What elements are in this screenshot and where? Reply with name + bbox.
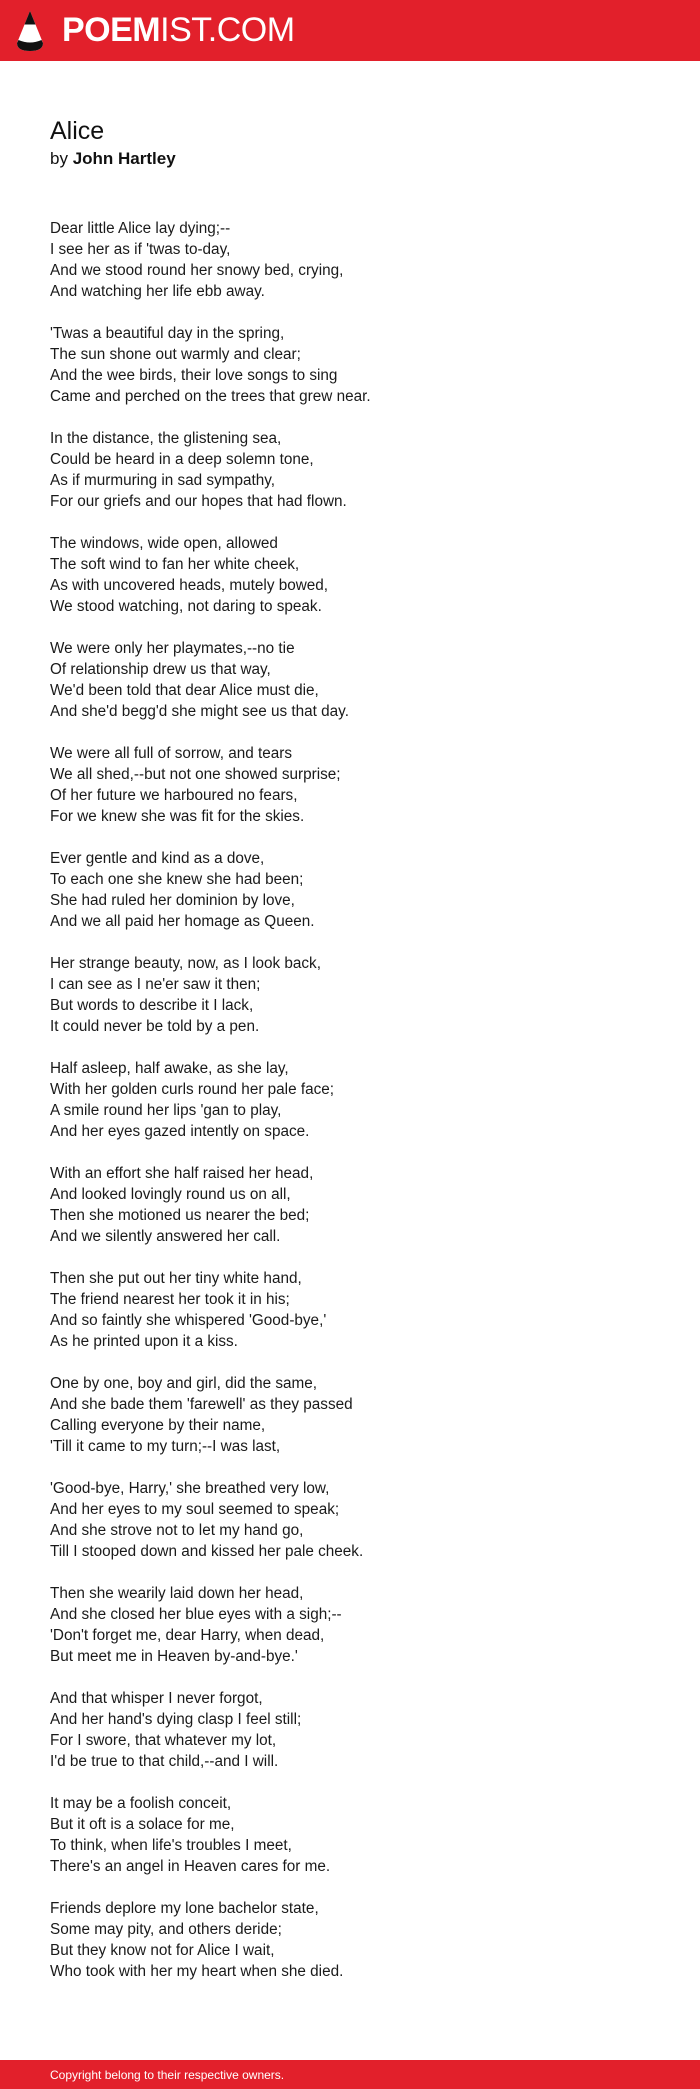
poem-line: The friend nearest her took it in his; [50,1291,290,1308]
poem-line: Came and perched on the trees that grew near. [50,388,371,405]
poem-line: The soft wind to fan her white cheek, [50,556,300,573]
poem-stanza [50,1478,650,1562]
poem-line: Ever gentle and kind as a dove, [50,850,265,867]
poem-line: 'Don't forget me, dear Harry, when dead, [50,1627,325,1644]
by-label: by [50,149,68,168]
poem-line: And watching her life ebb away. [50,283,265,300]
site-header [0,0,700,61]
poem-line: It may be a foolish conceit, [50,1795,232,1812]
logo-light-text: IST.COM [160,11,295,49]
poem-line: But it oft is a solace for me, [50,1816,235,1833]
poem-title: Alice [50,117,105,145]
poem-line: And her hand's dying clasp I feel still; [50,1711,302,1728]
poem-line: We stood watching, not daring to speak. [50,598,322,615]
poem-line: But meet me in Heaven by-and-bye.' [50,1648,298,1665]
poem-stanza [50,953,650,1037]
poem-line: With an effort she half raised her head, [50,1165,314,1182]
poem-line: I see her as if 'twas to-day, [50,241,231,258]
poem-line: 'Twas a beautiful day in the spring, [50,325,285,342]
logo-bold-text: POEM [62,11,161,49]
poem-stanza [50,1688,650,1772]
site-logo[interactable] [62,9,295,51]
poem-line: As with uncovered heads, mutely bowed, [50,577,329,594]
poem-line: The sun shone out warmly and clear; [50,346,301,363]
poem-line: And she'd begg'd she might see us that day. [50,703,349,720]
poem-line: We were all full of sorrow, and tears [50,745,293,762]
poem-line: And she closed her blue eyes with a sigh;-- [50,1606,342,1623]
poem-body [50,218,650,2003]
poem-stanza [50,1583,650,1667]
poem-line: Then she put out her tiny white hand, [50,1270,302,1287]
poem-line: To think, when life's troubles I meet, [50,1837,292,1854]
poem-stanza [50,638,650,722]
poem-line: Calling everyone by their name, [50,1417,266,1434]
poem-line: And her eyes to my soul seemed to speak; [50,1501,340,1518]
poem-line: But they know not for Alice I wait, [50,1942,275,1959]
poem-line: Half asleep, half awake, as she lay, [50,1060,289,1077]
poem-line: As he printed upon it a kiss. [50,1333,238,1350]
poem-line: And her eyes gazed intently on space. [50,1123,310,1140]
poem-line: Till I stooped down and kissed her pale cheek. [50,1543,364,1560]
poem-stanza [50,1163,650,1247]
poem-line: There's an angel in Heaven cares for me. [50,1858,331,1875]
poem-line: In the distance, the glistening sea, [50,430,282,447]
poem-line: Of relationship drew us that way, [50,661,271,678]
poem-line: I'd be true to that child,--and I will. [50,1753,279,1770]
poem-stanza [50,1268,650,1352]
poem-line: And looked lovingly round us on all, [50,1186,291,1203]
poem-line: And that whisper I never forgot, [50,1690,263,1707]
poem-stanza [50,533,650,617]
poem-stanza [50,428,650,512]
poem-line: And the wee birds, their love songs to sing [50,367,338,384]
pen-nib-icon[interactable] [16,10,44,52]
poem-line: With her golden curls round her pale face; [50,1081,335,1098]
poem-line: One by one, boy and girl, did the same, [50,1375,318,1392]
poem-line: We were only her playmates,--no tie [50,640,295,657]
poem-line: Her strange beauty, now, as I look back, [50,955,321,972]
poem-stanza [50,1898,650,1982]
poem-line: 'Till it came to my turn;--I was last, [50,1438,281,1455]
poem-line: I can see as I ne'er saw it then; [50,976,261,993]
poem-line: And she bade them 'farewell' as they passed [50,1396,353,1413]
poem-line: Then she wearily laid down her head, [50,1585,304,1602]
poem-line: Who took with her my heart when she died. [50,1963,344,1980]
poem-line: And we all paid her homage as Queen. [50,913,315,930]
poem-line: And we silently answered her call. [50,1228,281,1245]
poem-line: Some may pity, and others deride; [50,1921,282,1938]
poem-line: As if murmuring in sad sympathy, [50,472,275,489]
poem-line: Could be heard in a deep solemn tone, [50,451,314,468]
poem-stanza [50,218,650,302]
poem-line: For I swore, that whatever my lot, [50,1732,277,1749]
poem-line: She had ruled her dominion by love, [50,892,295,909]
author-name[interactable]: John Hartley [72,149,176,168]
poem-stanza [50,743,650,827]
poem-line: But words to describe it I lack, [50,997,254,1014]
byline [50,147,176,171]
poem-line: The windows, wide open, allowed [50,535,278,552]
poem-stanza [50,1058,650,1142]
poem-line: Of her future we harboured no fears, [50,787,298,804]
poem-line: Dear little Alice lay dying;-- [50,220,231,237]
poem-line: It could never be told by a pen. [50,1018,260,1035]
poem-line: For we knew she was fit for the skies. [50,808,305,825]
poem-stanza [50,323,650,407]
poem-line: And she strove not to let my hand go, [50,1522,304,1539]
poem-line: A smile round her lips 'gan to play, [50,1102,282,1119]
poem-line: And so faintly she whispered 'Good-bye,' [50,1312,327,1329]
poem-line: And we stood round her snowy bed, crying, [50,262,344,279]
site-footer [0,2060,700,2089]
poem-line: For our griefs and our hopes that had flown. [50,493,347,510]
poem-stanza [50,848,650,932]
poem-stanza [50,1373,650,1457]
poem-line: We all shed,--but not one showed surprise; [50,766,341,783]
poem-stanza [50,1793,650,1877]
poem-line: Friends deplore my lone bachelor state, [50,1900,319,1917]
poem-line: To each one she knew she had been; [50,871,304,888]
poem-line: We'd been told that dear Alice must die, [50,682,319,699]
poem-line: Then she motioned us nearer the bed; [50,1207,310,1224]
copyright-text: Copyright belong to their respective owners. [50,2068,285,2082]
poem-line: 'Good-bye, Harry,' she breathed very low, [50,1480,330,1497]
